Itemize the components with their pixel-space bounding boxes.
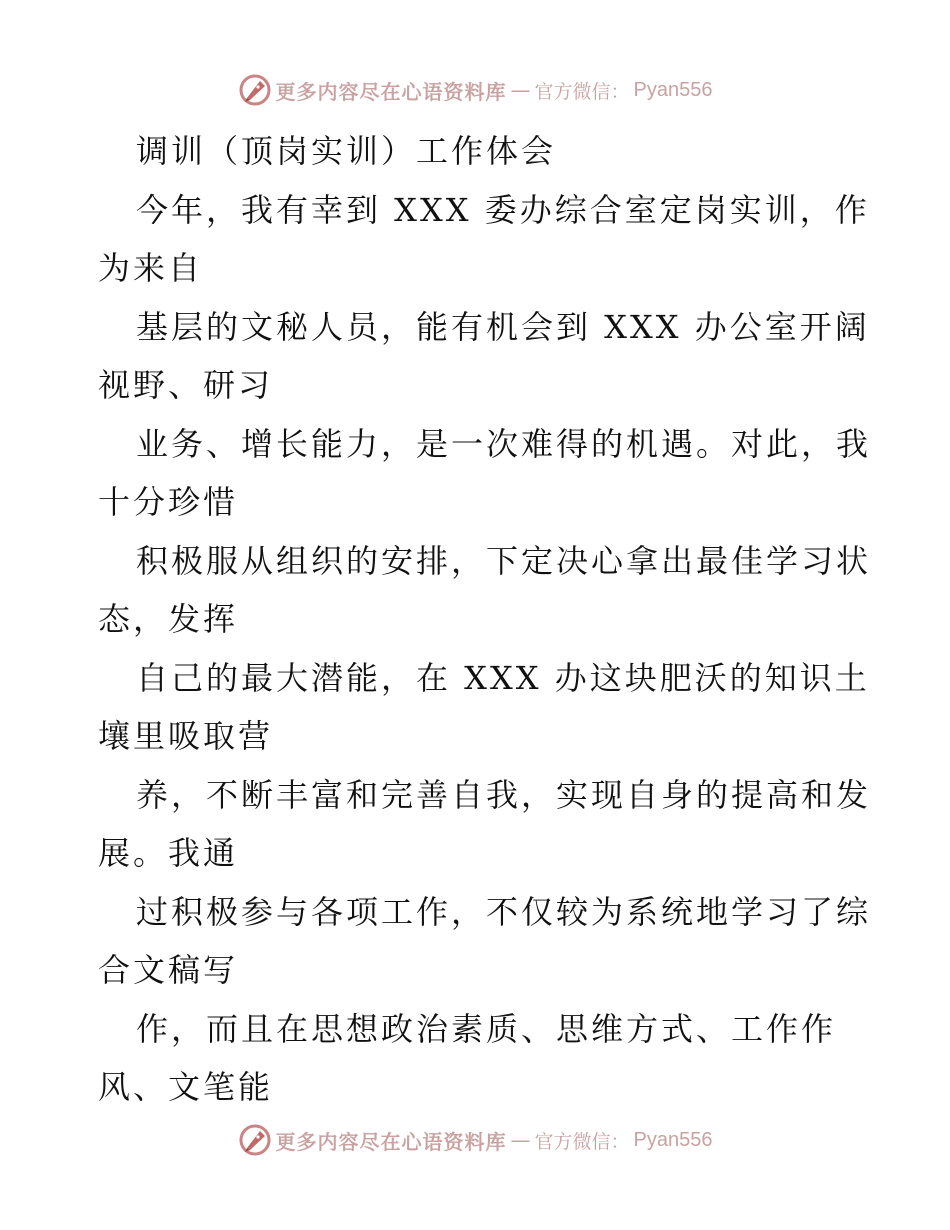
text-line: 视野、研习 — [98, 366, 274, 404]
text-line: 养，不断丰富和完善自我，实现自身的提高和发 — [136, 775, 872, 814]
pen-nib-logo-icon — [238, 1123, 272, 1157]
text-line: 十分珍惜 — [98, 483, 239, 521]
text-line: 壤里吸取营 — [98, 717, 274, 755]
text-line: 今年，我有幸到 XXX 委办综合室定岗实训，作 — [136, 190, 870, 229]
text-line: 风、文笔能 — [98, 1068, 274, 1106]
banner-wechat-id: Pyan556 — [633, 78, 713, 101]
text-line: 作，而且在思想政治素质、思维方式、工作作 — [136, 1009, 837, 1048]
text-line: 过积极参与各项工作，不仅较为系统地学习了综 — [136, 892, 872, 931]
text-line: 展。我通 — [98, 834, 239, 872]
banner-brand-text: 更多内容尽在心语资料库 — [275, 1129, 507, 1154]
text-line: 积极服从组织的安排，下定决心拿出最佳学习状 — [136, 541, 872, 580]
header-banner-inner — [238, 73, 713, 107]
text-line: 为来自 — [98, 249, 204, 287]
text-line: 合文稿写 — [98, 951, 239, 989]
banner-wechat-label: 官方微信： — [534, 80, 630, 103]
document-title: 调训（顶岗实训）工作体会 — [136, 132, 557, 170]
document-body — [98, 122, 872, 1117]
footer-banner — [0, 1120, 950, 1160]
text-line: 自己的最大潜能，在 XXX 办这块肥沃的知识土 — [136, 658, 870, 697]
banner-wechat-label: 官方微信： — [534, 1130, 630, 1153]
text-line: 业务、增长能力，是一次难得的机遇。对此，我 — [136, 424, 872, 463]
header-banner — [0, 70, 950, 110]
footer-banner-inner — [238, 1123, 713, 1157]
pen-nib-logo-icon — [238, 73, 272, 107]
banner-separator: — — [510, 1128, 531, 1152]
text-line: 态，发挥 — [98, 600, 239, 638]
banner-wechat-id: Pyan556 — [633, 1128, 713, 1151]
text-line: 基层的文秘人员，能有机会到 XXX 办公室开阔 — [136, 307, 870, 346]
banner-separator: — — [510, 78, 531, 102]
banner-brand-text: 更多内容尽在心语资料库 — [275, 79, 507, 104]
